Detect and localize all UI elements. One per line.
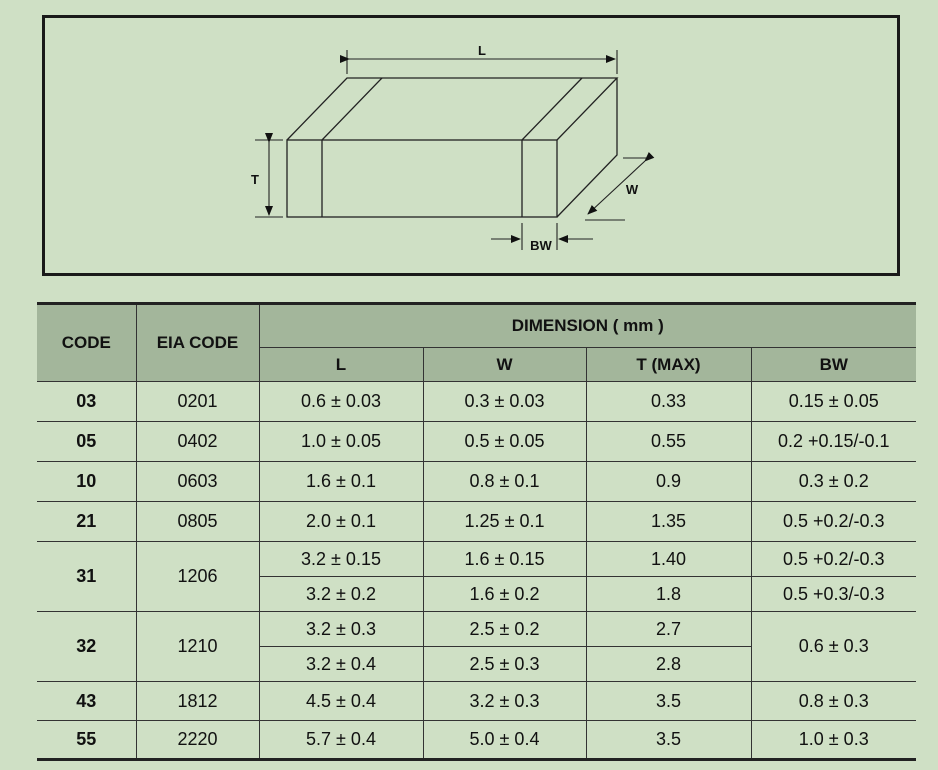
code-cell: 31 <box>37 542 136 612</box>
length-cell: 3.2 ± 0.4 <box>259 647 423 682</box>
band-width-cell: 0.15 ± 0.05 <box>751 382 916 422</box>
width-cell: 1.25 ± 0.1 <box>423 502 586 542</box>
length-label: L <box>478 43 486 58</box>
band-width-cell: 0.8 ± 0.3 <box>751 682 916 721</box>
eia-code-cell: 0402 <box>136 422 259 462</box>
width-cell: 0.3 ± 0.03 <box>423 382 586 422</box>
thickness-cell: 2.7 <box>586 612 751 647</box>
thickness-cell: 3.5 <box>586 721 751 760</box>
thickness-cell: 0.9 <box>586 462 751 502</box>
eia-code-cell: 0603 <box>136 462 259 502</box>
dimension-table <box>37 302 916 761</box>
header-length: L <box>259 348 423 382</box>
length-cell: 3.2 ± 0.15 <box>259 542 423 577</box>
code-cell: 43 <box>37 682 136 721</box>
band-width-cell: 0.5 +0.3/-0.3 <box>751 577 916 612</box>
length-cell: 3.2 ± 0.3 <box>259 612 423 647</box>
chip-dimension-diagram <box>45 18 897 273</box>
eia-code-cell: 2220 <box>136 721 259 760</box>
header-width: W <box>423 348 586 382</box>
dimension-lines <box>255 50 649 250</box>
band-width-label: BW <box>530 238 552 253</box>
header-dimension: DIMENSION ( mm ) <box>259 304 916 348</box>
eia-code-cell: 1206 <box>136 542 259 612</box>
table-row <box>37 612 916 647</box>
code-cell: 10 <box>37 462 136 502</box>
eia-code-cell: 1812 <box>136 682 259 721</box>
length-cell: 5.7 ± 0.4 <box>259 721 423 760</box>
code-cell: 21 <box>37 502 136 542</box>
code-cell: 32 <box>37 612 136 682</box>
thickness-label: T <box>251 172 259 187</box>
table-row <box>37 462 916 502</box>
header-code: CODE <box>37 304 136 382</box>
band-width-cell: 0.2 +0.15/-0.1 <box>751 422 916 462</box>
width-cell: 3.2 ± 0.3 <box>423 682 586 721</box>
code-cell: 55 <box>37 721 136 760</box>
band-width-cell: 0.3 ± 0.2 <box>751 462 916 502</box>
thickness-cell: 3.5 <box>586 682 751 721</box>
width-cell: 2.5 ± 0.3 <box>423 647 586 682</box>
thickness-cell: 1.40 <box>586 542 751 577</box>
width-cell: 0.5 ± 0.05 <box>423 422 586 462</box>
width-cell: 1.6 ± 0.15 <box>423 542 586 577</box>
eia-code-cell: 1210 <box>136 612 259 682</box>
band-width-cell: 0.5 +0.2/-0.3 <box>751 502 916 542</box>
table-row <box>37 502 916 542</box>
length-cell: 3.2 ± 0.2 <box>259 577 423 612</box>
code-cell: 03 <box>37 382 136 422</box>
thickness-cell: 0.55 <box>586 422 751 462</box>
width-cell: 1.6 ± 0.2 <box>423 577 586 612</box>
band-width-cell: 0.6 ± 0.3 <box>751 612 916 682</box>
length-cell: 4.5 ± 0.4 <box>259 682 423 721</box>
table-row <box>37 422 916 462</box>
code-cell: 05 <box>37 422 136 462</box>
table-row <box>37 382 916 422</box>
width-cell: 0.8 ± 0.1 <box>423 462 586 502</box>
length-cell: 2.0 ± 0.1 <box>259 502 423 542</box>
width-cell: 5.0 ± 0.4 <box>423 721 586 760</box>
thickness-cell: 1.35 <box>586 502 751 542</box>
dimension-diagram-frame <box>42 15 900 276</box>
chip-outline <box>287 78 617 217</box>
eia-code-cell: 0805 <box>136 502 259 542</box>
length-cell: 0.6 ± 0.03 <box>259 382 423 422</box>
header-eia-code: EIA CODE <box>136 304 259 382</box>
eia-code-cell: 0201 <box>136 382 259 422</box>
width-label: W <box>625 182 639 197</box>
table-row <box>37 721 916 760</box>
table-row <box>37 682 916 721</box>
thickness-cell: 1.8 <box>586 577 751 612</box>
width-cell: 2.5 ± 0.2 <box>423 612 586 647</box>
header-band-width: BW <box>751 348 916 382</box>
length-cell: 1.6 ± 0.1 <box>259 462 423 502</box>
table-row <box>37 542 916 577</box>
thickness-cell: 0.33 <box>586 382 751 422</box>
band-width-cell: 0.5 +0.2/-0.3 <box>751 542 916 577</box>
band-width-cell: 1.0 ± 0.3 <box>751 721 916 760</box>
length-cell: 1.0 ± 0.05 <box>259 422 423 462</box>
header-thickness-max: T (MAX) <box>586 348 751 382</box>
thickness-cell: 2.8 <box>586 647 751 682</box>
